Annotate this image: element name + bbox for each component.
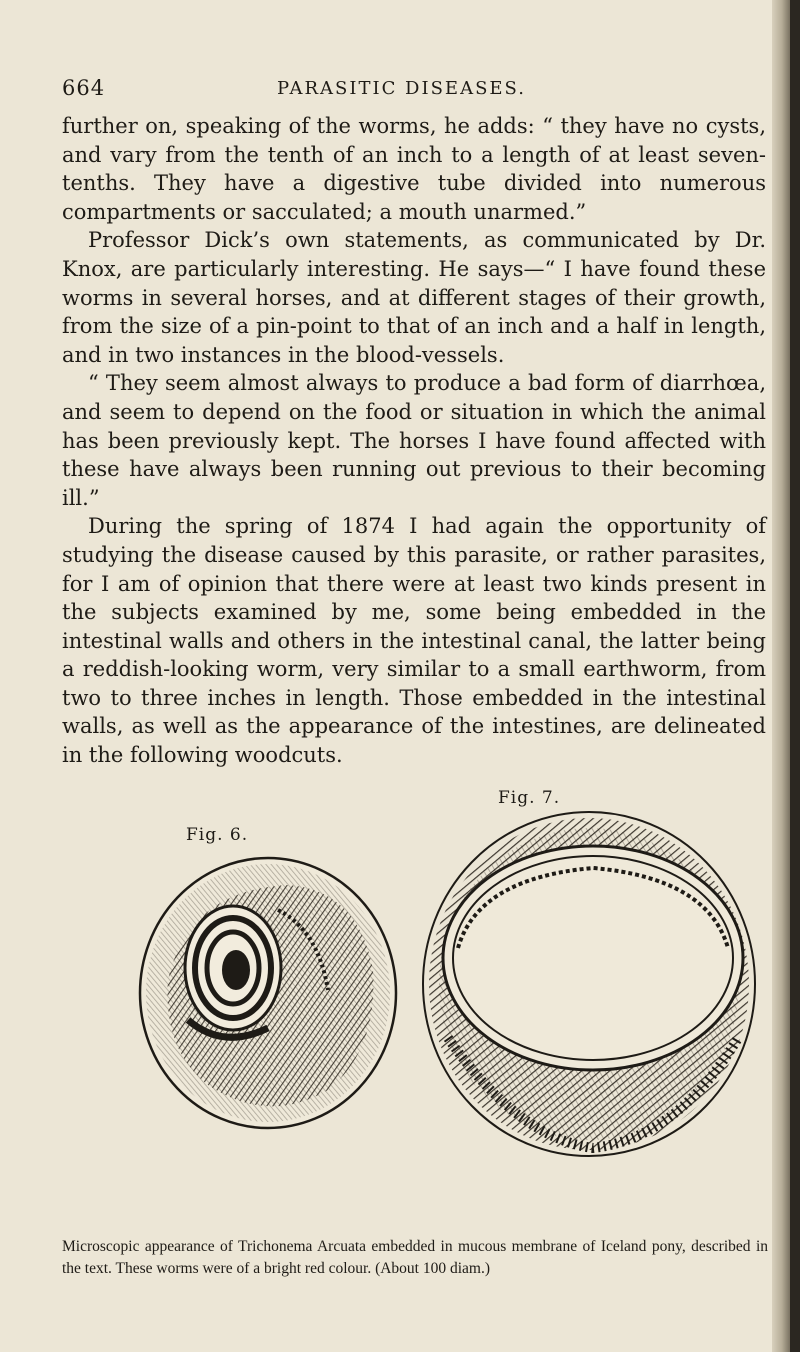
paragraph-1: further on, speaking of the worms, he adds: “ they have no cysts, and vary from the tenth of an inch to a length of at least seven-tenths. They have a digestive tube divided into numerous compartments or sacculated; a mouth unarmed.”: [62, 114, 766, 224]
page-header: [62, 76, 752, 110]
body-text: [62, 112, 766, 770]
figure-caption: Microscopic appearance of Trichonema Arcuata embedded in mucous membrane of Iceland pony, described in the text. These worms were of a bright red colour. (About 100 diam.): [62, 1238, 768, 1277]
page-number: 664: [62, 76, 106, 100]
paragraph-3: “ They seem almost always to produce a bad form of diarrhœa, and seem to depend on the food or situation in which the animal has been previously kept. The horses I have found affected with these have always been running out previous to their becoming ill.”: [62, 371, 766, 510]
page-binding-edge: [790, 0, 800, 1352]
fig6-label: Fig. 6.: [186, 825, 249, 845]
fig7-label: Fig. 7.: [498, 788, 561, 808]
paragraph-2: Professor Dick’s own statements, as communicated by Dr. Knox, are particularly interesting. He says—“ I have found these worms in several horses, and at different stages of their growth, from the size of a pin-point to that of an inch and a half in length, and in two instances in the blood-vessels.: [62, 228, 766, 367]
running-head: PARASITIC DISEASES.: [277, 78, 526, 99]
fig6-illustration: [128, 850, 408, 1140]
fig7-illustration: [418, 808, 760, 1160]
paragraph-4: During the spring of 1874 I had again the opportunity of studying the disease caused by this parasite, or rather parasites, for I am of opinion that there were at least two kinds present in the subjects examined by me, some being embedded in the intestinal walls and others in the intestinal canal, the latter being a reddish-looking worm, very similar to a small earthworm, from two to three inches in length. Those embedded in the intestinal walls, as well as the appearance of the intestines, are delineated in the following woodcuts.: [62, 514, 766, 768]
